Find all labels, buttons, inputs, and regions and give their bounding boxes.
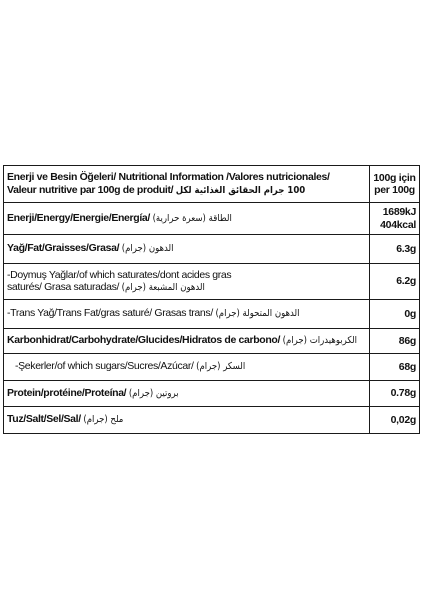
row-label-arabic: الدهون المشبعة (جرام) bbox=[121, 282, 205, 293]
row-label-arabic: الطاقة (سعرة حرارية) bbox=[152, 212, 232, 224]
header-arabic-amount: 100 جرام bbox=[263, 184, 306, 196]
row-value: 1689kJ bbox=[382, 206, 416, 218]
row-label: -Doymuş Yağlar/of which saturates/dont acides gras bbox=[7, 268, 232, 281]
row-label-arabic: الكربوهيدرات (جرام) bbox=[282, 335, 358, 347]
row-label-arabic: السكر (جرام) bbox=[196, 361, 246, 373]
row-value: 0,02g bbox=[390, 413, 416, 426]
row-label-arabic: بروتين (جرام) bbox=[128, 387, 179, 399]
table-row-carbohydrate bbox=[4, 328, 419, 353]
row-value: 6.3g bbox=[396, 242, 416, 255]
header-per-100g: 100g için per 100g bbox=[373, 171, 416, 196]
row-label: Protein/protéine/Proteína/ bbox=[7, 386, 127, 399]
row-value: 68g bbox=[398, 360, 416, 373]
row-label: Yağ/Fat/Graisses/Grasa/ bbox=[7, 242, 120, 255]
table-row-fat bbox=[4, 234, 419, 263]
table-row-protein bbox=[4, 380, 419, 406]
header-line-1: Enerji ve Besin Öğeleri/ Nutritional Information /Valores nutricionales/ bbox=[7, 171, 330, 183]
table-row-sugars bbox=[4, 353, 419, 380]
header-arabic: الحقائق الغذائية لكل bbox=[175, 184, 261, 196]
row-value: 0g bbox=[404, 307, 416, 320]
row-label: Enerji/Energy/Energie/Energía/ bbox=[7, 211, 150, 224]
table-row-trans bbox=[4, 299, 419, 328]
row-label: -Şekerler/of which sugars/Sucres/Azúcar/ bbox=[15, 360, 194, 373]
row-label-arabic: ملح (جرام) bbox=[83, 414, 124, 426]
row-label: Tuz/Salt/Sel/Sal/ bbox=[7, 413, 81, 426]
table-header-row bbox=[4, 166, 419, 202]
row-label: Karbonhidrat/Carbohydrate/Glucides/Hidratos de carbono/ bbox=[7, 334, 281, 347]
row-value: 6.2g bbox=[396, 275, 416, 288]
row-label-2: saturés/ Grasa saturadas/ bbox=[7, 281, 120, 293]
header-line-2: Valeur nutritive par 100g de produit/ الحقائق الغذائية لكل 100 جرام bbox=[7, 183, 306, 196]
row-label-arabic: الدهون المتحولة (جرام) bbox=[215, 308, 300, 320]
row-value: 0.78g bbox=[390, 387, 416, 400]
row-value: 86g bbox=[398, 334, 416, 347]
row-label-arabic: الدهون (جرام) bbox=[121, 243, 174, 255]
table-row-saturates bbox=[4, 263, 419, 299]
header-label bbox=[4, 166, 370, 202]
row-value-2: 404kcal bbox=[380, 218, 416, 231]
row-label: -Trans Yağ/Trans Fat/gras saturé/ Grasas trans/ bbox=[7, 307, 213, 320]
table-row-salt bbox=[4, 406, 419, 433]
nutrition-table bbox=[3, 165, 420, 434]
table-row-energy bbox=[4, 202, 419, 234]
